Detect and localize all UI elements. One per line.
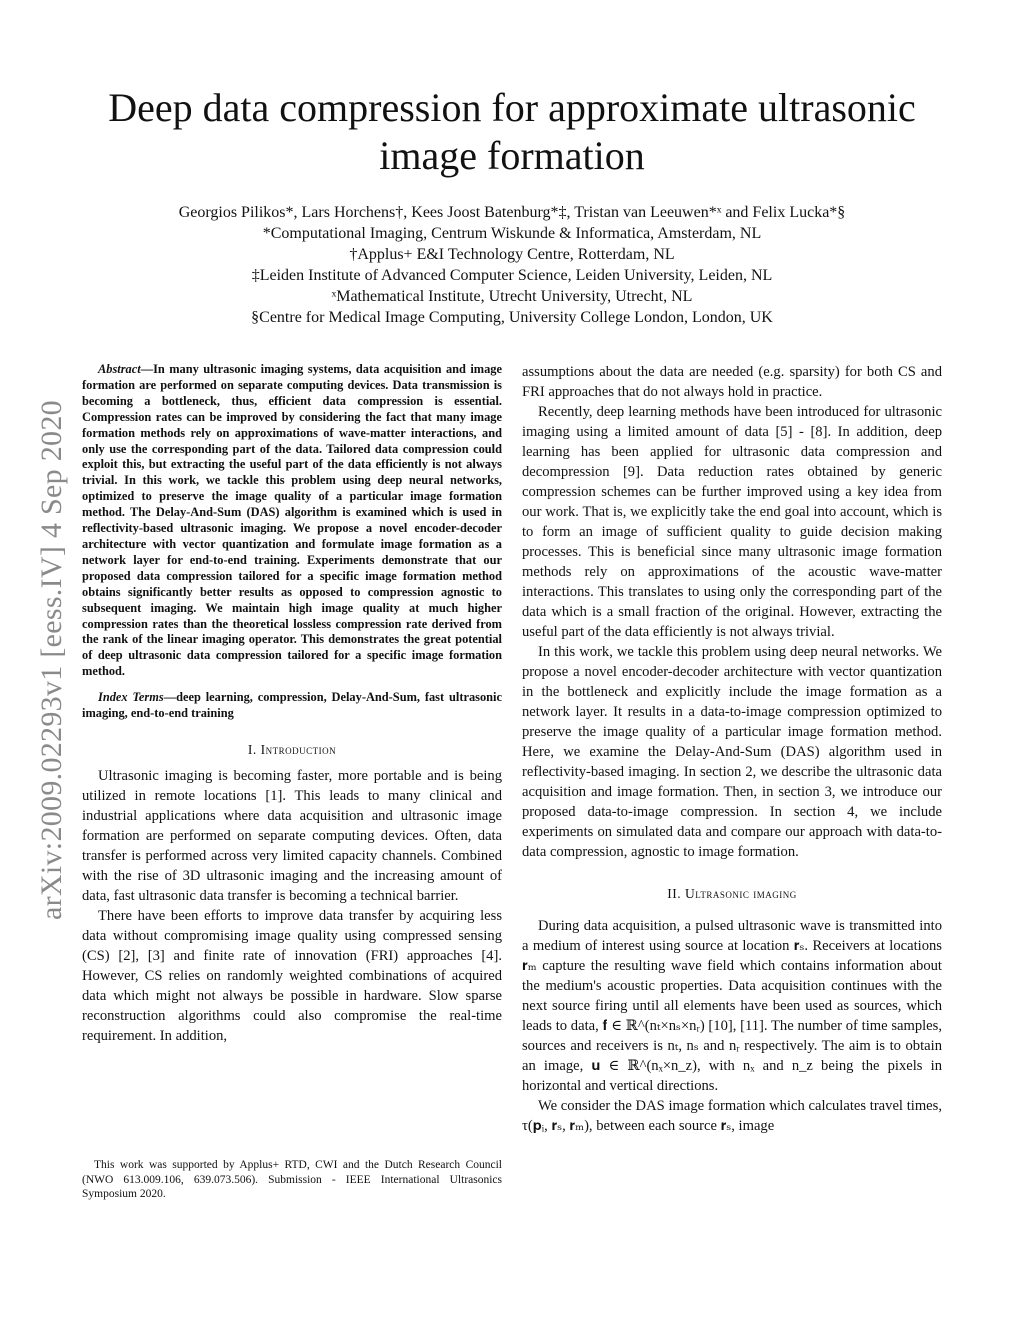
intro-paragraph: Ultrasonic imaging is becoming faster, more portable and is being utilized in remote locations [1]. This leads to many clinical and industrial applications where data acquisition and ultrasonic image formation are performed on separate computing devices. Often, data transfer is performed across very limited capacity channels. Combined with the rise of 3D ultrasonic imaging and the increasing amount of data, fast ultrasonic data transfer is becoming a technical barrier. xyxy=(82,767,502,904)
arxiv-identifier: arXiv:2009.02293v1 [eess.IV] 4 Sep 2020 xyxy=(35,400,68,920)
section-heading-introduction: I. Introduction xyxy=(247,741,337,757)
body-paragraph: Recently, deep learning methods have been introduced for ultrasonic imaging using a limited amount of data [5] - [8]. In addition, deep learning has been applied for ultrasonic data compression and decompression [9]. Data reduction rates obtained by generic compression schemes can be further improved using a key idea from our work. That is, we explicitly take the end goal into account, which is to form an image of sufficient quality to guide decision making processes. This is beneficial since many ultrasonic image formation methods rely on approximations of the acoustic wave-matter interactions. This translates to using only the corresponding part of the data which is a small fraction of the original. However, extracting the useful part of the data efficiently is not always trivial. xyxy=(522,404,942,640)
affiliation: ˣMathematical Institute, Utrecht University, Utrecht, NL xyxy=(331,288,693,305)
index-terms xyxy=(82,690,502,722)
author-block xyxy=(80,202,944,328)
abstract-label: Abstract xyxy=(98,362,141,376)
right-column xyxy=(522,362,942,1136)
author-list: Georgios Pilikos*, Lars Horchens†, Kees Joost Batenburg*‡, Tristan van Leeuwen*ˣ and Felix Lucka*§ xyxy=(178,204,846,221)
intro-paragraph: There have been efforts to improve data transfer by acquiring less data without compromising image quality using compressed sensing (CS) [2], [3] and finite rate of innovation (FRI) approaches [4]. However, CS relies on randomly weighted combinations of acquired data which might not always be possible in hardware. Slow sparse reconstruction algorithms could also compromise the real-time requirement. In addition, xyxy=(82,907,502,1044)
index-terms-label: Index Terms xyxy=(98,690,164,705)
paper-title: Deep data compression for approximate ultrasonic image formation xyxy=(108,85,916,178)
affiliation: §Centre for Medical Image Computing, University College London, London, UK xyxy=(251,309,773,326)
abstract xyxy=(82,362,502,680)
body-paragraph: In this work, we tackle this problem using deep neural networks. We propose a novel encoder-decoder architecture with vector quantization in the bottleneck and explicitly include the image formation as a network layer. It results in a data-to-image compression optimized to preserve the image quality of a particular image formation method. Here, we examine the Delay-And-Sum (DAS) algorithm used in reflectivity-based imaging. In section 2, we describe the ultrasonic data acquisition and image formation. Then, in section 3, we introduce our proposed data-to-image compression. In section 4, we include experiments on simulated data and compare our approach with data-to-data compression, agnostic to image formation. xyxy=(522,644,942,860)
section-heading-ultrasonic-imaging: II. Ultrasonic imaging xyxy=(667,886,797,901)
index-terms-text: —deep learning, compression, Delay-And-Sum, fast ultrasonic imaging, end-to-end training xyxy=(82,690,502,721)
affiliation: *Computational Imaging, Centrum Wiskunde & Informatica, Amsterdam, NL xyxy=(262,225,762,242)
body-paragraph: assumptions about the data are needed (e.g. sparsity) for both CS and FRI approaches that do not always hold in practice. xyxy=(522,364,942,400)
footnote: This work was supported by Applus+ RTD, CWI and the Dutch Research Council (NWO 613.009.106, 639.073.506). Submission - IEEE International Ultrasonics Symposium 2020. xyxy=(82,1159,502,1200)
affiliation: ‡Leiden Institute of Advanced Computer Science, Leiden University, Leiden, NL xyxy=(251,267,773,284)
left-column xyxy=(82,362,502,1046)
body-paragraph: During data acquisition, a pulsed ultrasonic wave is transmitted into a medium of interest using source at location 𝐫ₛ. Receivers at locations 𝐫ₘ capture the resulting wave field which contains information about the medium's acoustic properties. Data acquisition continues with the next source firing until all elements have been used as sources, which leads to data, 𝐟 ∈ ℝ^(nₜ×nₛ×nᵣ) [10], [11]. The number of time samples, sources and receivers is nₜ, nₛ and nᵣ respectively. The aim is to obtain an image, 𝐮 ∈ ℝ^(nₓ×n_z), with nₓ and n_z being the pixels in horizontal and vertical directions. xyxy=(522,918,942,1094)
abstract-text: —In many ultrasonic imaging systems, data acquisition and image formation are performed on separate computing devices. Data transmission is becoming a bottleneck, thus, efficient data compression is essential. Compression rates can be improved by considering the fact that many image formation methods rely on approximations of wave-matter interactions, and only use the corresponding part of the data. Tailored data compression could exploit this, but extracting the useful part of the data efficiently is not always trivial. In this work, we tackle this problem using deep neural networks, optimized to preserve the image quality of a particular image formation method. The Delay-And-Sum (DAS) algorithm is examined which is used in reflectivity-based ultrasonic imaging. We propose a novel encoder-decoder architecture with vector quantization and formulate image formation as a network layer for end-to-end training. Experiments demonstrate that our proposed data compression tailored for a specific image formation method obtains significantly better results as opposed to compression agnostic to subsequent imaging. We maintain high image quality at much higher compression rates than the theoretical lossless compression rate derived from the rank of the linear imaging operator. This demonstrates the great potential of deep ultrasonic data compression tailored for a specific image formation method. xyxy=(82,362,502,679)
body-paragraph: We consider the DAS image formation which calculates travel times, τ(𝐩ᵢ, 𝐫ₛ, 𝐫ₘ), between each source 𝐫ₛ, image xyxy=(522,1098,942,1134)
affiliation: †Applus+ E&I Technology Centre, Rotterdam, NL xyxy=(349,246,675,263)
